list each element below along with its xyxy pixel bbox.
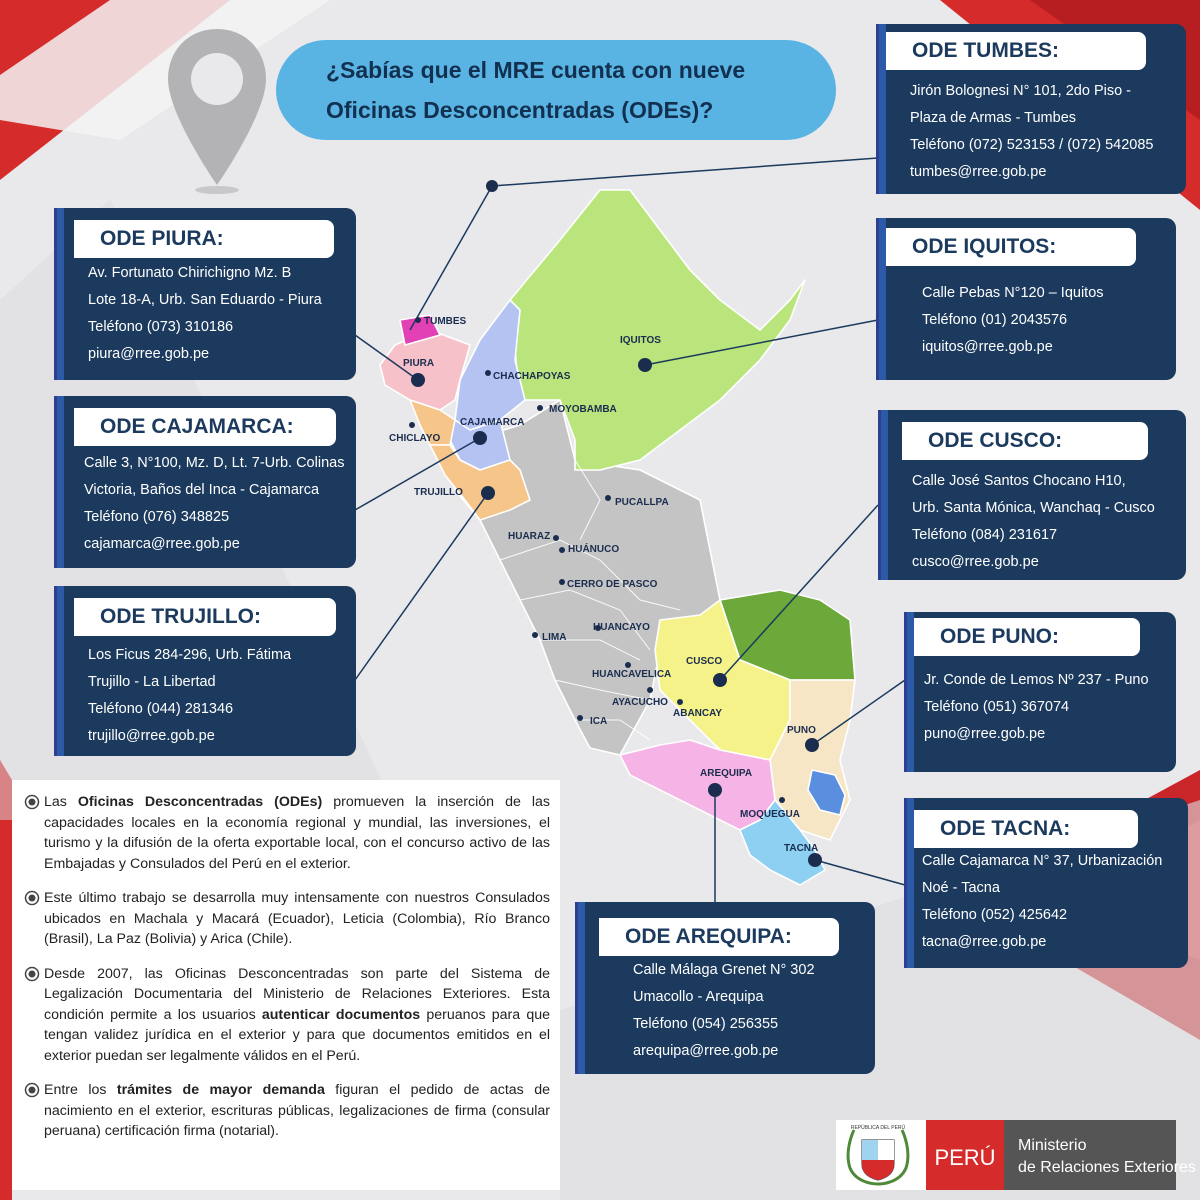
region-piura — [380, 330, 470, 410]
label-huancayo: HUANCAYO — [593, 622, 650, 633]
card-iquitos: ODE IQUITOS: Calle Pebas N°120 – Iquitos Teléfono (01) 2043576 iquitos@rree.gob.pe — [876, 218, 1176, 380]
radio-bullet-icon — [24, 1082, 40, 1098]
card-cusco: ODE CUSCO: Calle José Santos Chocano H10, Urb. Santa Mónica, Wanchaq - Cusco Teléfono (084) 231617 cusco@rree.gob.pe — [878, 410, 1186, 580]
connector-tacna — [815, 860, 905, 885]
label-cusco: CUSCO — [686, 656, 723, 667]
card-title: ODE CUSCO: — [902, 422, 1148, 460]
title-line-2: Oficinas Desconcentradas (ODEs)? — [326, 97, 714, 123]
info-panel — [12, 780, 560, 1190]
card-title: ODE PIURA: — [74, 220, 334, 258]
label-abancay: ABANCAY — [673, 708, 723, 719]
card-trujillo: ODE TRUJILLO: Los Ficus 284-296, Urb. Fátima Trujillo - La Libertad Teléfono (044) 281346 trujillo@rree.gob.pe — [54, 586, 356, 756]
logo-country: PERÚ — [934, 1145, 996, 1170]
label-chachapoyas: CHACHAPOYAS — [493, 371, 571, 382]
label-huancavelica: HUANCAVELICA — [592, 669, 672, 680]
card-title: ODE TUMBES: — [886, 32, 1146, 70]
label-moquegua: MOQUEGUA — [740, 809, 800, 820]
label-chiclayo: CHICLAYO — [389, 433, 441, 444]
title-banner — [276, 40, 836, 140]
label-puno: PUNO — [787, 725, 816, 736]
label-ica: ICA — [590, 716, 608, 727]
card-title: ODE CAJAMARCA: — [74, 408, 336, 446]
card-title: ODE PUNO: — [914, 618, 1140, 656]
label-huanuco: HUÁNUCO — [568, 544, 620, 555]
radio-bullet-icon — [24, 794, 40, 810]
connector-trujillo — [355, 493, 488, 680]
logo-ministry-line-2: de Relaciones Exteriores — [1018, 1159, 1196, 1176]
label-tumbes: TUMBES — [424, 316, 467, 327]
info-paragraph-1: Las Oficinas Desconcentradas (ODEs) promueven la inserción de las capacidades locales en la economía regional y mundial, las inversiones, el turismo y la difusión de la oferta exportable local, con el concurso activo de las Embajadas y Consulados del Perú en el exterior. — [24, 792, 550, 874]
card-title: ODE IQUITOS: — [886, 228, 1136, 266]
card-title: ODE TACNA: — [914, 810, 1138, 848]
info-paragraph-4: Entre los trámites de mayor demanda figuran el pedido de actas de nacimiento en el exterior, escrituras públicas, legalizaciones de firma (consular peruana) certificación firma (notarial). — [24, 1080, 550, 1142]
label-cerro-de-pasco: CERRO DE PASCO — [567, 579, 658, 590]
svg-text:REPÚBLICA DEL PERÚ: REPÚBLICA DEL PERÚ — [850, 1125, 906, 1131]
label-tacna: TACNA — [784, 843, 819, 854]
label-ayacucho: AYACUCHO — [612, 697, 668, 708]
card-title: ODE TRUJILLO: — [74, 598, 336, 636]
label-lima: LIMA — [542, 632, 567, 643]
card-arequipa: ODE AREQUIPA: Calle Málaga Grenet N° 302 Umacollo - Arequipa Teléfono (054) 256355 arequipa@rree.gob.pe — [575, 902, 875, 1074]
label-cajamarca: CAJAMARCA — [460, 417, 525, 428]
label-pucallpa: PUCALLPA — [615, 497, 669, 508]
label-moyobamba: MOYOBAMBA — [549, 404, 617, 415]
info-paragraph-2: Este último trabajo se desarrolla muy intensamente con nuestros Consulados ubicados en Machala y Macará (Ecuador), Leticia (Colombia), Río Branco (Brasil), La Paz (Bolivia) y Arica (Chile). — [24, 888, 550, 950]
card-cajamarca: ODE CAJAMARCA: Calle 3, N°100, Mz. D, Lt. 7-Urb. Colinas Victoria, Baños del Inca - Cajamarca Teléfono (076) 348825 cajamarca@rree.gob.pe — [54, 396, 356, 568]
location-pin-icon — [162, 25, 272, 195]
label-huaraz: HUARAZ — [508, 531, 551, 542]
label-piura: PIURA — [403, 358, 435, 369]
card-puno: ODE PUNO: Jr. Conde de Lemos Nº 237 - Puno Teléfono (051) 367074 puno@rree.gob.pe — [904, 612, 1176, 772]
connector-tumbes — [492, 158, 878, 186]
card-piura: ODE PIURA: Av. Fortunato Chirichigno Mz. B Lote 18-A, Urb. San Eduardo - Piura Teléfono (073) 310186 piura@rree.gob.pe — [54, 208, 356, 380]
info-paragraph-3: Desde 2007, las Oficinas Desconcentradas son parte del Sistema de Legalización Documentaria del Ministerio de Relaciones Exteriores. Esta condición permite a los usuarios autenticar documentos peruanos para que tengan validez jurídica en el exterior y para que documentos emitidos en el exterior puedan ser legalmente válidos en el Perú. — [24, 964, 550, 1067]
radio-bullet-icon — [24, 966, 40, 982]
logo-ministry-line-1: Ministerio — [1018, 1137, 1087, 1154]
ministry-logo — [836, 1120, 1196, 1190]
radio-bullet-icon — [24, 890, 40, 906]
card-tumbes: ODE TUMBES: Jirón Bolognesi N° 101, 2do Piso - Plaza de Armas - Tumbes Teléfono (072) 523153 / (072) 542085 tumbes@rree.gob.pe — [876, 24, 1186, 194]
card-tacna: ODE TACNA: Calle Cajamarca N° 37, Urbanización Noé - Tacna Teléfono (052) 425642 tacna@rree.gob.pe — [904, 798, 1188, 968]
label-arequipa: AREQUIPA — [700, 768, 753, 779]
title-line-1: ¿Sabías que el MRE cuenta con nueve — [326, 57, 746, 83]
label-iquitos: IQUITOS — [620, 335, 661, 346]
card-title: ODE AREQUIPA: — [599, 918, 839, 956]
label-trujillo: TRUJILLO — [414, 487, 463, 498]
